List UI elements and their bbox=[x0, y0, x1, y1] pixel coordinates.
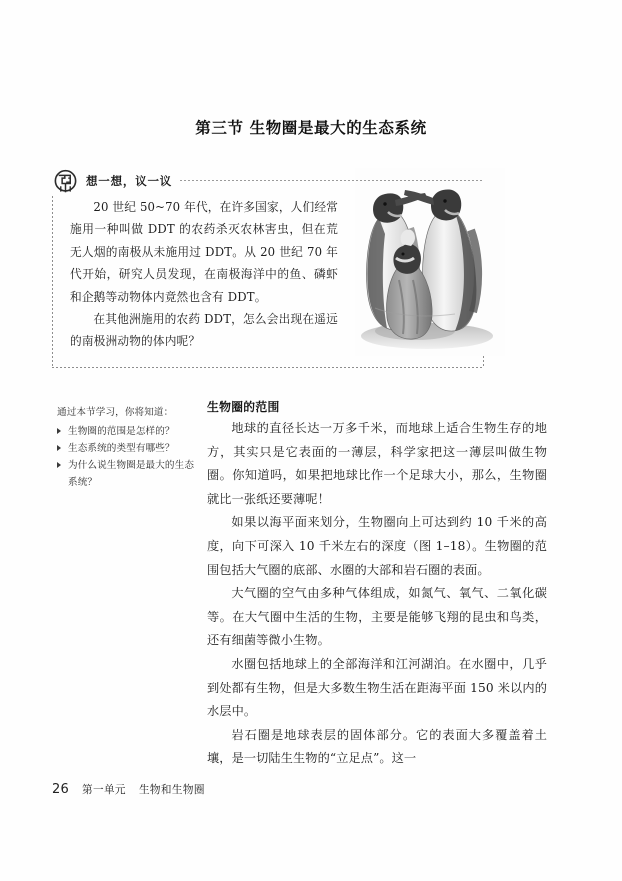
main-text-column bbox=[207, 397, 547, 771]
list-item bbox=[57, 423, 197, 440]
body-paragraph: 如果以海平面来划分，生物圈向上可达到约 10 千米的高度，向下可深入 10 千米左右的深度（图 1–18）。生物圈的范围包括大气圈的底部、水圈的大部和岩石圈的表面。 bbox=[207, 515, 547, 577]
think-and-discuss-label: 想一想，议一议 bbox=[86, 174, 173, 188]
think-paragraph: 20 世纪 50~70 年代，在许多国家，人们经常施用一种叫做 DDT 的农药杀灭农林害虫，但在荒无人烟的南极从未施用过 DDT。从 20 世纪 70 年代开始，研究人员发现，在南极海洋中的鱼、磷虾和企鹅等动物体内竟然也含有 DDT。 bbox=[70, 200, 339, 304]
body-paragraph: 水圈包括地球上的全部海洋和江河湖泊。在水圈中，几乎到处都有生物，但是大多数生物生活在距海平面 150 米以内的水层中。 bbox=[207, 656, 547, 719]
page-footer bbox=[52, 782, 205, 797]
learning-objectives-box bbox=[57, 404, 197, 491]
triangle-bullet-icon bbox=[57, 445, 61, 451]
think-and-discuss-text bbox=[70, 196, 338, 353]
footer-chapter-label: 生物和生物圈 bbox=[138, 784, 205, 796]
body-paragraph: 大气圈的空气由多种气体组成，如氮气、氧气、二氧化碳等。在大气圈中生活的生物，主要是能够飞翔的昆虫和鸟类，还有细菌等微小生物。 bbox=[207, 586, 547, 648]
list-item bbox=[57, 440, 197, 457]
list-item-label: 生态系统的类型有哪些？ bbox=[68, 443, 175, 454]
footer-unit-label: 第一单元 bbox=[81, 784, 126, 796]
frame-edge-left bbox=[52, 180, 53, 368]
learning-objectives-list bbox=[57, 423, 197, 491]
body-paragraph: 岩石圈是地球表层的固体部分。它的表面大多覆盖着土壤，是一切陆生生物的“立足点”。这一 bbox=[207, 727, 547, 766]
body-heading: 生物圈的范围 bbox=[207, 400, 280, 414]
penguin-photo bbox=[355, 168, 505, 356]
header-dotted-rule bbox=[180, 180, 484, 181]
think-and-discuss-header bbox=[52, 166, 176, 196]
triangle-bullet-icon bbox=[57, 428, 61, 434]
think-paragraph: 在其他洲施用的农药 DDT，怎么会出现在遥远的南极洲动物的体内呢？ bbox=[70, 312, 338, 349]
list-item-label: 生物圈的范围是怎样的？ bbox=[68, 426, 175, 437]
seal-maze-icon bbox=[52, 168, 79, 195]
frame-edge-bottom bbox=[52, 367, 484, 368]
page-number: 26 bbox=[52, 782, 69, 797]
page-title: 第三节 生物圈是最大的生态系统 bbox=[195, 119, 427, 137]
triangle-bullet-icon bbox=[57, 462, 61, 468]
learning-objectives-intro: 通过本节学习，你将知道： bbox=[57, 407, 174, 418]
list-item-label: 为什么说生物圈是最大的生态系统？ bbox=[68, 460, 195, 488]
list-item bbox=[57, 457, 197, 491]
body-paragraph: 地球的直径长达一万多千米，而地球上适合生物生存的地方，其实只是它表面的一薄层，科学家把这一薄层叫做生物圈。你知道吗，如果把地球比作一个足球大小，那么，生物圈就比一张纸还要薄呢！ bbox=[207, 421, 547, 506]
